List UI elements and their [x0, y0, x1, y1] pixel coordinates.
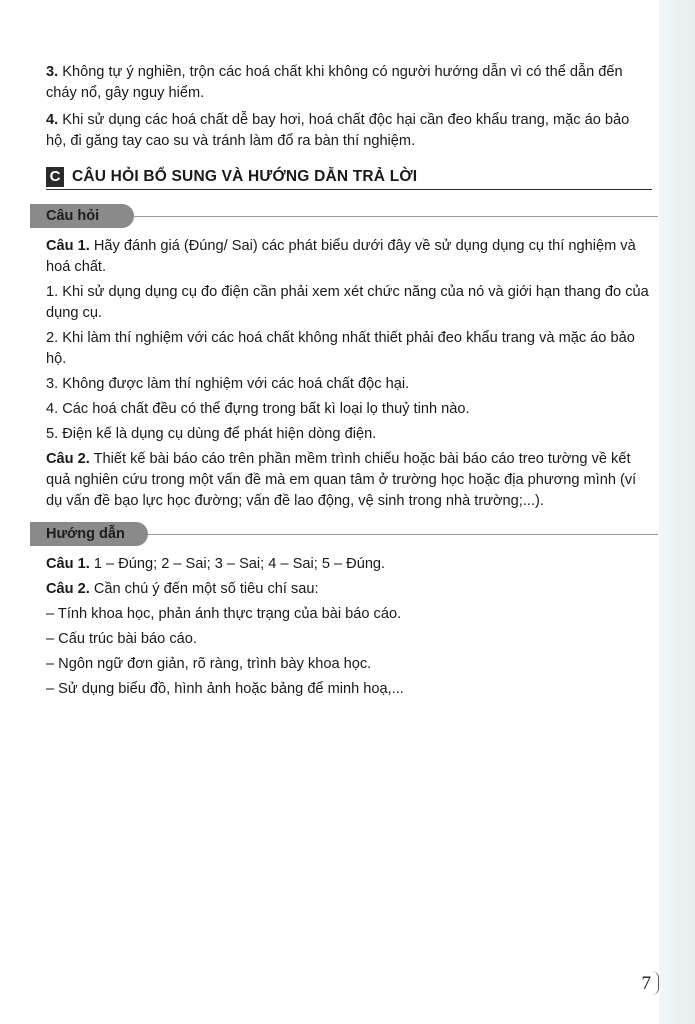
section-title: CÂU HỎI BỔ SUNG VÀ HƯỚNG DẪN TRẢ LỜI — [72, 168, 418, 185]
questions-tab — [30, 204, 652, 228]
questions-tab-label: Câu hỏi — [30, 204, 134, 228]
guide-tab-rule — [148, 534, 658, 535]
criterion-2: – Cấu trúc bài báo cáo. — [46, 631, 197, 647]
criterion-1: – Tính khoa học, phản ánh thực trạng của bài báo cáo. — [46, 606, 402, 622]
guide-tab — [30, 522, 652, 546]
question-2: Câu 2. Thiết kế bài báo cáo trên phần mềm trình chiếu hoặc bài báo cáo treo tường về kết quả nghiên cứu trong một vấn đề mà em quan tâm ở trường học hoặc địa phương mình (ví dụ vấn đề bạo lực học đường; vấn đề lao động, vệ sinh trong nhà trường;...). — [46, 451, 637, 509]
page-content — [46, 62, 652, 704]
answer-1: Câu 1. 1 – Đúng; 2 – Sai; 3 – Sai; 4 – Sai; 5 – Đúng. — [46, 556, 386, 572]
question-1: Câu 1. Hãy đánh giá (Đúng/ Sai) các phát biểu dưới đây về sử dụng dụng cụ thí nghiệm và hoá chất. — [46, 238, 636, 275]
statement-1: 1. Khi sử dụng dụng cụ đo điện cần phải xem xét chức năng của nó và giới hạn thang đo của dụng cụ. — [46, 284, 649, 321]
section-letter-badge: C — [46, 167, 64, 187]
intro-item-3: 3. Không tự ý nghiền, trộn các hoá chất khi không có người hướng dẫn vì có thể dẫn đến cháy nổ, gây nguy hiểm. — [46, 64, 623, 101]
statement-4: 4. Các hoá chất đều có thể đựng trong bất kì loại lọ thuỷ tinh nào. — [46, 401, 470, 417]
guide-tab-label: Hướng dẫn — [30, 522, 148, 546]
section-heading — [46, 166, 652, 190]
questions-tab-rule — [134, 216, 658, 217]
intro-item-4: 4. Khi sử dụng các hoá chất dễ bay hơi, hoá chất độc hại cần đeo khẩu trang, mặc áo bảo hộ, đi găng tay cao su và tránh làm đổ ra bàn thí nghiệm. — [46, 112, 630, 149]
answer-2: Câu 2. Cần chú ý đến một số tiêu chí sau: — [46, 581, 319, 597]
criterion-4: – Sử dụng biểu đồ, hình ảnh hoặc bảng để minh hoạ,... — [46, 681, 404, 697]
statement-5: 5. Điện kế là dụng cụ dùng để phát hiện dòng điện. — [46, 426, 377, 442]
criterion-3: – Ngôn ngữ đơn giản, rõ ràng, trình bày khoa học. — [46, 656, 372, 672]
page-edge-band — [659, 0, 695, 1024]
statement-3: 3. Không được làm thí nghiệm với các hoá chất độc hại. — [46, 376, 410, 392]
statement-2: 2. Khi làm thí nghiệm với các hoá chất không nhất thiết phải đeo khẩu trang và mặc áo bảo hộ. — [46, 330, 635, 367]
page-number: 7 — [641, 973, 651, 994]
